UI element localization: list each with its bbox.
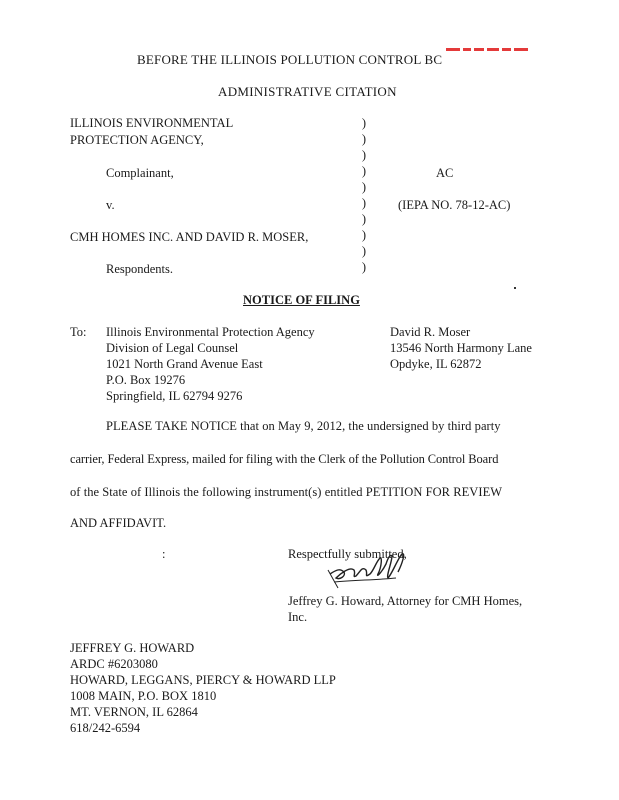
signer-line2: Inc. xyxy=(288,610,308,624)
closing-text: Respectfully submitted, xyxy=(288,547,407,561)
body-line: carrier, Federal Express, mailed for filing with the Clerk of the Pollution Control Board xyxy=(70,452,499,466)
caption-paren: ) xyxy=(361,116,367,130)
caption-paren: ) xyxy=(361,180,367,194)
body-line: of the State of Illinois the following instrument(s) entitled PETITION FOR REVIEW xyxy=(70,485,503,499)
caption-paren: ) xyxy=(361,196,367,210)
caption-paren: ) xyxy=(361,212,367,226)
address-line: P.O. Box 19276 xyxy=(106,373,186,387)
attorney-line: 618/242-6594 xyxy=(70,721,141,735)
caption-paren: ) xyxy=(361,164,367,178)
complainant-name-line1: ILLINOIS ENVIRONMENTAL xyxy=(70,116,234,130)
case-type: AC xyxy=(436,166,454,180)
address-line: 1021 North Grand Avenue East xyxy=(106,357,263,371)
address-line: Division of Legal Counsel xyxy=(106,341,239,355)
case-number: (IEPA NO. 78-12-AC) xyxy=(398,198,511,212)
caption-paren: ) xyxy=(361,228,367,242)
attorney-line: JEFFREY G. HOWARD xyxy=(70,641,195,655)
document-type-heading: ADMINISTRATIVE CITATION xyxy=(218,84,397,99)
attorney-line: HOWARD, LEGGANS, PIERCY & HOWARD LLP xyxy=(70,673,336,687)
caption-paren: ) xyxy=(361,244,367,258)
caption-paren: ) xyxy=(361,132,367,146)
received-stamp-fragment xyxy=(446,44,540,54)
versus-label: v. xyxy=(106,198,115,212)
to-label: To: xyxy=(70,325,87,339)
scan-speck xyxy=(514,287,516,289)
body-line: AND AFFIDAVIT. xyxy=(70,516,167,530)
stray-mark: : xyxy=(162,547,166,561)
address-line: Opdyke, IL 62872 xyxy=(390,357,482,371)
court-heading: BEFORE THE ILLINOIS POLLUTION CONTROL BC xyxy=(137,52,443,67)
handwritten-signature xyxy=(326,544,416,594)
attorney-line: 1008 MAIN, P.O. BOX 1810 xyxy=(70,689,217,703)
address-line: 13546 North Harmony Lane xyxy=(390,341,532,355)
attorney-line: MT. VERNON, IL 62864 xyxy=(70,705,198,719)
address-line: Springfield, IL 62794 9276 xyxy=(106,389,243,403)
notice-title: NOTICE OF FILING xyxy=(243,293,360,307)
signer-line1: Jeffrey G. Howard, Attorney for CMH Homes, xyxy=(288,594,523,608)
attorney-line: ARDC #6203080 xyxy=(70,657,158,671)
complainant-role: Complainant, xyxy=(106,166,174,180)
address-line: Illinois Environmental Protection Agency xyxy=(106,325,315,339)
respondents-role: Respondents. xyxy=(106,262,174,276)
caption-paren: ) xyxy=(361,148,367,162)
respondents-names: CMH HOMES INC. AND DAVID R. MOSER, xyxy=(70,230,309,244)
caption-paren: ) xyxy=(361,260,367,274)
address-line: David R. Moser xyxy=(390,325,471,339)
body-line: PLEASE TAKE NOTICE that on May 9, 2012, the undersigned by third party xyxy=(106,419,501,433)
complainant-name-line2: PROTECTION AGENCY, xyxy=(70,133,204,147)
